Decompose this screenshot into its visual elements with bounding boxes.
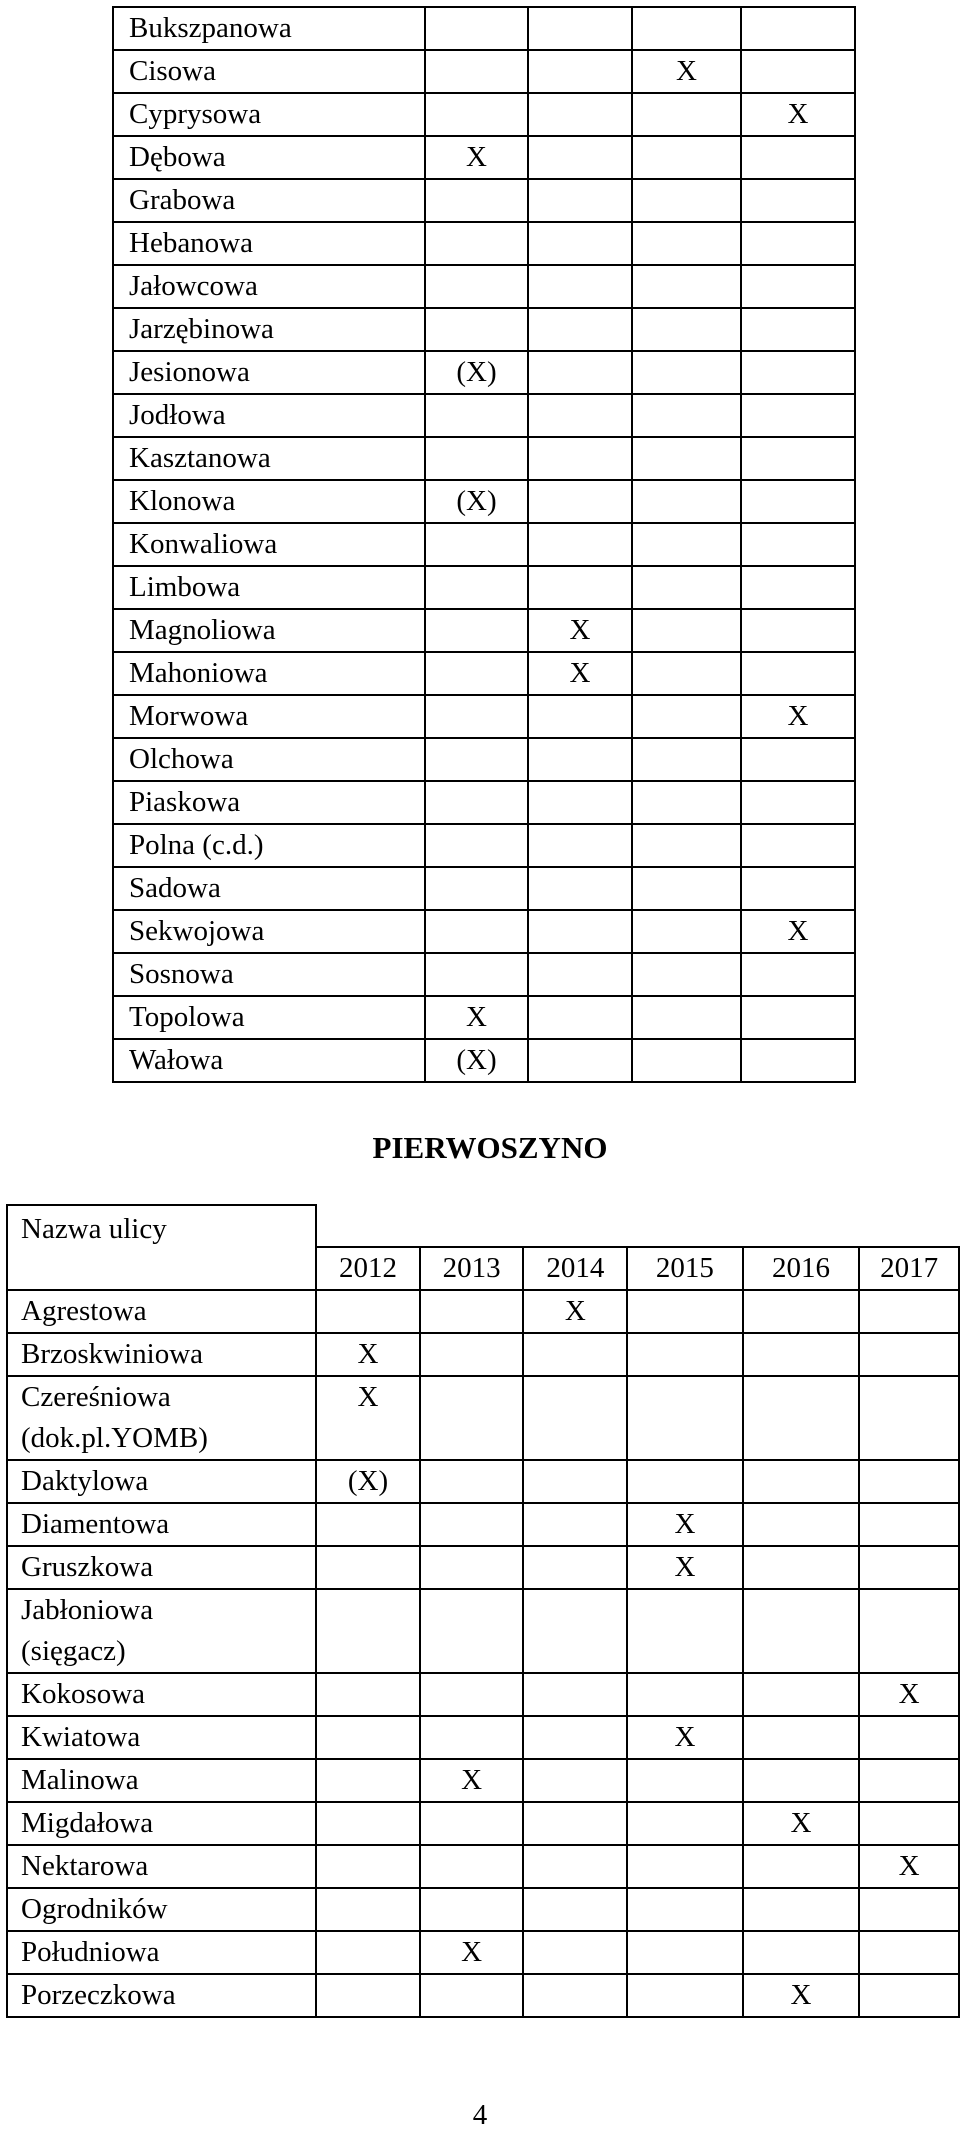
table-row [7, 1673, 959, 1716]
mark-cell: X [420, 1931, 524, 1974]
mark-cell [632, 867, 741, 910]
mark-cell [627, 1376, 743, 1460]
section-title-pierwoszyno: PIERWOSZYNO [372, 1130, 608, 1165]
streets-table-1-body [113, 7, 855, 1082]
mark-cell: X [425, 136, 528, 179]
mark-cell [627, 1589, 743, 1673]
mark-cell [528, 566, 632, 609]
mark-cell [523, 1845, 627, 1888]
mark-cell [859, 1589, 959, 1673]
mark-cell [420, 1716, 524, 1759]
mark-cell [627, 1333, 743, 1376]
mark-cell [523, 1759, 627, 1802]
street-name-cell: Brzoskwiniowa [7, 1333, 316, 1376]
table-row [113, 136, 855, 179]
mark-cell [528, 308, 632, 351]
mark-cell [627, 1845, 743, 1888]
street-name-cell: Sadowa [113, 867, 425, 910]
mark-cell [425, 308, 528, 351]
mark-cell [523, 1589, 627, 1673]
mark-cell [632, 480, 741, 523]
mark-cell: X [316, 1376, 420, 1460]
mark-cell [632, 351, 741, 394]
mark-cell [420, 1589, 524, 1673]
mark-cell [425, 93, 528, 136]
mark-cell [632, 652, 741, 695]
street-name-cell: Magnoliowa [113, 609, 425, 652]
street-name-cell: Gruszkowa [7, 1546, 316, 1589]
column-header-year: 2014 [523, 1247, 627, 1290]
mark-cell [743, 1376, 860, 1460]
street-name-cell: Daktylowa [7, 1460, 316, 1503]
mark-cell [627, 1673, 743, 1716]
mark-cell [316, 1546, 420, 1589]
mark-cell [859, 1888, 959, 1931]
mark-cell [859, 1802, 959, 1845]
mark-cell [741, 50, 855, 93]
mark-cell [632, 394, 741, 437]
table-row [7, 1503, 959, 1546]
street-name-cell: Morwowa [113, 695, 425, 738]
mark-cell [425, 523, 528, 566]
table-row [7, 1333, 959, 1376]
mark-cell: X [741, 695, 855, 738]
mark-cell [316, 1802, 420, 1845]
table-row [113, 781, 855, 824]
street-name-note: (dok.pl.YOMB) [21, 1422, 208, 1454]
mark-cell [528, 867, 632, 910]
mark-cell [627, 1888, 743, 1931]
mark-cell [743, 1503, 860, 1546]
mark-cell [420, 1673, 524, 1716]
table-row [113, 179, 855, 222]
street-name-cell: Klonowa [113, 480, 425, 523]
mark-cell [632, 609, 741, 652]
table-row [113, 1039, 855, 1082]
mark-cell [425, 738, 528, 781]
mark-cell [523, 1931, 627, 1974]
mark-cell [528, 351, 632, 394]
table-row [113, 50, 855, 93]
table-row [113, 351, 855, 394]
street-name-cell: Kasztanowa [113, 437, 425, 480]
street-name-cell: Sosnowa [113, 953, 425, 996]
mark-cell [859, 1546, 959, 1589]
mark-cell [632, 781, 741, 824]
mark-cell [632, 996, 741, 1039]
table-row [7, 1546, 959, 1589]
mark-cell [528, 996, 632, 1039]
mark-cell [425, 609, 528, 652]
mark-cell [859, 1974, 959, 2017]
mark-cell: X [627, 1546, 743, 1589]
mark-cell [627, 1290, 743, 1333]
mark-cell [743, 1589, 860, 1673]
table-row [7, 1460, 959, 1503]
streets-table-1 [112, 6, 856, 1083]
mark-cell [523, 1503, 627, 1546]
mark-cell: X [316, 1333, 420, 1376]
mark-cell [859, 1503, 959, 1546]
street-name-cell: Mahoniowa [113, 652, 425, 695]
mark-cell: X [523, 1290, 627, 1333]
mark-cell: X [420, 1759, 524, 1802]
mark-cell [528, 824, 632, 867]
mark-cell [523, 1673, 627, 1716]
mark-cell [743, 1333, 860, 1376]
table-row [113, 695, 855, 738]
mark-cell [741, 351, 855, 394]
table-row [7, 1931, 959, 1974]
mark-cell [632, 7, 741, 50]
mark-cell: X [632, 50, 741, 93]
street-name-cell: Hebanowa [113, 222, 425, 265]
street-name-cell: Dębowa [113, 136, 425, 179]
mark-cell [420, 1546, 524, 1589]
mark-cell: X [741, 93, 855, 136]
mark-cell [859, 1460, 959, 1503]
mark-cell: X [627, 1503, 743, 1546]
mark-cell [632, 824, 741, 867]
mark-cell [743, 1888, 860, 1931]
mark-cell [632, 136, 741, 179]
mark-cell [523, 1333, 627, 1376]
mark-cell [523, 1460, 627, 1503]
mark-cell: X [859, 1845, 959, 1888]
mark-cell [425, 824, 528, 867]
mark-cell [425, 222, 528, 265]
mark-cell [741, 652, 855, 695]
table-row [7, 1589, 959, 1673]
mark-cell [859, 1759, 959, 1802]
mark-cell [420, 1802, 524, 1845]
street-name-cell: Polna (c.d.) [113, 824, 425, 867]
mark-cell [528, 781, 632, 824]
header-row [7, 1205, 959, 1247]
mark-cell [528, 480, 632, 523]
column-header-year: 2013 [420, 1247, 524, 1290]
mark-cell: X [743, 1974, 860, 2017]
table-row [113, 7, 855, 50]
mark-cell [743, 1931, 860, 1974]
column-header-year: 2015 [627, 1247, 743, 1290]
table-row [7, 1759, 959, 1802]
mark-cell [523, 1974, 627, 2017]
mark-cell [741, 7, 855, 50]
street-name-cell: Grabowa [113, 179, 425, 222]
mark-cell [316, 1974, 420, 2017]
column-header-year: 2017 [859, 1247, 959, 1290]
street-name-cell: Sekwojowa [113, 910, 425, 953]
table-row [113, 953, 855, 996]
mark-cell [741, 222, 855, 265]
mark-cell [859, 1716, 959, 1759]
mark-cell [632, 308, 741, 351]
table-row [7, 1376, 959, 1460]
mark-cell [632, 1039, 741, 1082]
mark-cell [316, 1673, 420, 1716]
mark-cell [743, 1290, 860, 1333]
mark-cell [632, 566, 741, 609]
table-row [113, 609, 855, 652]
mark-cell [632, 953, 741, 996]
mark-cell [316, 1716, 420, 1759]
mark-cell [632, 265, 741, 308]
table-row [7, 1802, 959, 1845]
mark-cell [316, 1503, 420, 1546]
mark-cell [425, 394, 528, 437]
street-name-cell: Piaskowa [113, 781, 425, 824]
mark-cell [523, 1546, 627, 1589]
mark-cell [420, 1503, 524, 1546]
mark-cell [859, 1290, 959, 1333]
mark-cell [420, 1376, 524, 1460]
table-row [113, 996, 855, 1039]
mark-cell [425, 437, 528, 480]
mark-cell [528, 1039, 632, 1082]
mark-cell [859, 1376, 959, 1460]
streets-table-pierwoszyno-body [7, 1205, 959, 2017]
mark-cell: X [743, 1802, 860, 1845]
mark-cell [528, 738, 632, 781]
mark-cell [632, 738, 741, 781]
street-name-cell: Południowa [7, 1931, 316, 1974]
mark-cell [528, 910, 632, 953]
mark-cell [528, 136, 632, 179]
street-name-cell: Jesionowa [113, 351, 425, 394]
mark-cell [741, 781, 855, 824]
street-name-cell: Jałowcowa [113, 265, 425, 308]
mark-cell [627, 1460, 743, 1503]
street-name-line: Jabłoniowa [21, 1594, 154, 1626]
table-row [113, 265, 855, 308]
page-number: 4 [472, 2099, 488, 2131]
mark-cell: (X) [425, 1039, 528, 1082]
mark-cell [741, 265, 855, 308]
mark-cell [741, 437, 855, 480]
table-row [7, 1974, 959, 2017]
mark-cell [743, 1845, 860, 1888]
street-name-cell: Jarzębinowa [113, 308, 425, 351]
street-name-cell: Diamentowa [7, 1503, 316, 1546]
mark-cell: (X) [316, 1460, 420, 1503]
mark-cell [528, 953, 632, 996]
table-row [113, 824, 855, 867]
mark-cell [741, 996, 855, 1039]
mark-cell [425, 7, 528, 50]
mark-cell [627, 1802, 743, 1845]
mark-cell [425, 695, 528, 738]
mark-cell: X [528, 652, 632, 695]
mark-cell [425, 953, 528, 996]
mark-cell [632, 222, 741, 265]
table-row [113, 308, 855, 351]
mark-cell [632, 695, 741, 738]
street-name-cell: Topolowa [113, 996, 425, 1039]
mark-cell [425, 781, 528, 824]
street-name-note: (sięgacz) [21, 1635, 126, 1667]
mark-cell [741, 738, 855, 781]
mark-cell [420, 1460, 524, 1503]
mark-cell [528, 7, 632, 50]
mark-cell [741, 953, 855, 996]
table-row [113, 910, 855, 953]
street-name-line: Czereśniowa [21, 1381, 171, 1413]
table-row [113, 867, 855, 910]
streets-table-pierwoszyno [6, 1204, 960, 2018]
mark-cell [425, 867, 528, 910]
street-name-cell: Nektarowa [7, 1845, 316, 1888]
street-name-cell: Porzeczkowa [7, 1974, 316, 2017]
table-row [113, 738, 855, 781]
mark-cell [627, 1974, 743, 2017]
mark-cell [859, 1333, 959, 1376]
mark-cell: (X) [425, 351, 528, 394]
mark-cell [528, 50, 632, 93]
mark-cell [528, 93, 632, 136]
mark-cell [425, 566, 528, 609]
mark-cell [420, 1290, 524, 1333]
mark-cell [528, 222, 632, 265]
mark-cell [632, 523, 741, 566]
mark-cell [741, 308, 855, 351]
mark-cell [741, 609, 855, 652]
mark-cell [743, 1716, 860, 1759]
header-blank-cell [316, 1205, 959, 1247]
mark-cell [316, 1759, 420, 1802]
mark-cell [741, 867, 855, 910]
mark-cell [743, 1673, 860, 1716]
mark-cell [859, 1931, 959, 1974]
mark-cell [528, 437, 632, 480]
mark-cell [523, 1888, 627, 1931]
mark-cell [632, 93, 741, 136]
column-header-year: 2016 [743, 1247, 860, 1290]
mark-cell [741, 136, 855, 179]
street-name-cell [7, 1589, 316, 1673]
street-name-cell: Wałowa [113, 1039, 425, 1082]
mark-cell [316, 1931, 420, 1974]
mark-cell [632, 437, 741, 480]
street-name-cell: Olchowa [113, 738, 425, 781]
mark-cell [425, 50, 528, 93]
mark-cell [741, 394, 855, 437]
mark-cell: X [627, 1716, 743, 1759]
table-row [113, 523, 855, 566]
mark-cell [316, 1845, 420, 1888]
mark-cell: X [859, 1673, 959, 1716]
table-row [113, 222, 855, 265]
mark-cell [528, 523, 632, 566]
mark-cell [741, 1039, 855, 1082]
mark-cell [743, 1759, 860, 1802]
mark-cell [528, 394, 632, 437]
mark-cell [425, 910, 528, 953]
column-header-name: Nazwa ulicy [7, 1205, 316, 1290]
table-row [113, 480, 855, 523]
table-row [113, 394, 855, 437]
mark-cell [627, 1759, 743, 1802]
street-name-cell: Bukszpanowa [113, 7, 425, 50]
mark-cell [741, 824, 855, 867]
table-row [113, 652, 855, 695]
mark-cell [741, 480, 855, 523]
mark-cell [743, 1460, 860, 1503]
street-name-cell: Ogrodników [7, 1888, 316, 1931]
street-name-cell: Jodłowa [113, 394, 425, 437]
street-name-cell: Cisowa [113, 50, 425, 93]
table-row [113, 93, 855, 136]
mark-cell [425, 652, 528, 695]
table-row [7, 1888, 959, 1931]
table-row [7, 1716, 959, 1759]
street-name-cell: Malinowa [7, 1759, 316, 1802]
column-header-year: 2012 [316, 1247, 420, 1290]
mark-cell [316, 1589, 420, 1673]
street-name-cell: Konwaliowa [113, 523, 425, 566]
mark-cell [632, 179, 741, 222]
mark-cell: X [425, 996, 528, 1039]
mark-cell [316, 1290, 420, 1333]
mark-cell: X [528, 609, 632, 652]
mark-cell [425, 265, 528, 308]
mark-cell [741, 523, 855, 566]
mark-cell [420, 1333, 524, 1376]
mark-cell [420, 1845, 524, 1888]
mark-cell [528, 695, 632, 738]
mark-cell [420, 1888, 524, 1931]
mark-cell [420, 1974, 524, 2017]
street-name-cell: Limbowa [113, 566, 425, 609]
mark-cell [523, 1802, 627, 1845]
table-row [113, 437, 855, 480]
mark-cell [743, 1546, 860, 1589]
mark-cell [741, 566, 855, 609]
street-name-cell: Kwiatowa [7, 1716, 316, 1759]
mark-cell: X [741, 910, 855, 953]
mark-cell [632, 910, 741, 953]
street-name-cell: Migdałowa [7, 1802, 316, 1845]
mark-cell [528, 179, 632, 222]
mark-cell [523, 1716, 627, 1759]
mark-cell [316, 1888, 420, 1931]
street-name-cell: Agrestowa [7, 1290, 316, 1333]
street-name-cell: Cyprysowa [113, 93, 425, 136]
mark-cell [523, 1376, 627, 1460]
street-name-cell [7, 1376, 316, 1460]
mark-cell [741, 179, 855, 222]
mark-cell [627, 1931, 743, 1974]
table-row [113, 566, 855, 609]
street-name-cell: Kokosowa [7, 1673, 316, 1716]
table-row [7, 1845, 959, 1888]
mark-cell: (X) [425, 480, 528, 523]
mark-cell [425, 179, 528, 222]
table-row [7, 1290, 959, 1333]
mark-cell [528, 265, 632, 308]
